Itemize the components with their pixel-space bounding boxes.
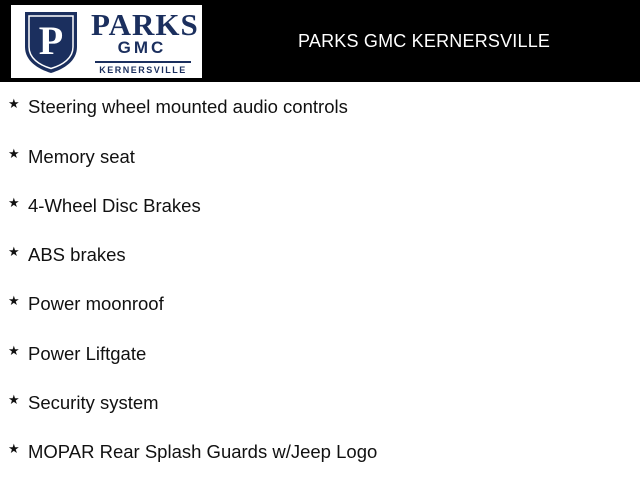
shield-icon bbox=[22, 9, 80, 75]
list-item bbox=[8, 145, 135, 169]
star-icon: ★ bbox=[8, 96, 20, 111]
feature-label: MOPAR Rear Splash Guards w/Jeep Logo bbox=[28, 441, 378, 462]
star-icon: ★ bbox=[8, 293, 20, 308]
star-icon: ★ bbox=[8, 392, 20, 407]
feature-label: ABS brakes bbox=[28, 244, 126, 265]
feature-label: Power moonroof bbox=[28, 293, 164, 314]
shield-letter: P bbox=[38, 18, 64, 63]
star-icon: ★ bbox=[8, 195, 20, 210]
list-item bbox=[8, 342, 146, 366]
star-icon: ★ bbox=[8, 244, 20, 259]
header-bar bbox=[0, 0, 640, 82]
feature-label: Power Liftgate bbox=[28, 343, 147, 364]
dealer-logo[interactable] bbox=[11, 5, 202, 78]
feature-label: Steering wheel mounted audio controls bbox=[28, 96, 348, 117]
list-item bbox=[8, 391, 159, 415]
list-item bbox=[8, 243, 126, 267]
logo-divider bbox=[95, 61, 191, 63]
feature-label: Security system bbox=[28, 392, 159, 413]
logo-location-text: KERNERSVILLE bbox=[99, 65, 187, 75]
list-item bbox=[8, 194, 201, 218]
feature-label: 4-Wheel Disc Brakes bbox=[28, 195, 201, 216]
logo-make-text: GMC bbox=[117, 38, 167, 57]
list-item bbox=[8, 95, 348, 119]
star-icon: ★ bbox=[8, 146, 20, 161]
dealer-title: PARKS GMC KERNERSVILLE bbox=[298, 31, 551, 51]
list-item bbox=[8, 292, 164, 316]
list-item bbox=[8, 440, 377, 464]
logo-brand-text: PARKS bbox=[91, 7, 199, 42]
star-icon: ★ bbox=[8, 343, 20, 358]
feature-label: Memory seat bbox=[28, 146, 135, 167]
star-icon: ★ bbox=[8, 441, 20, 456]
